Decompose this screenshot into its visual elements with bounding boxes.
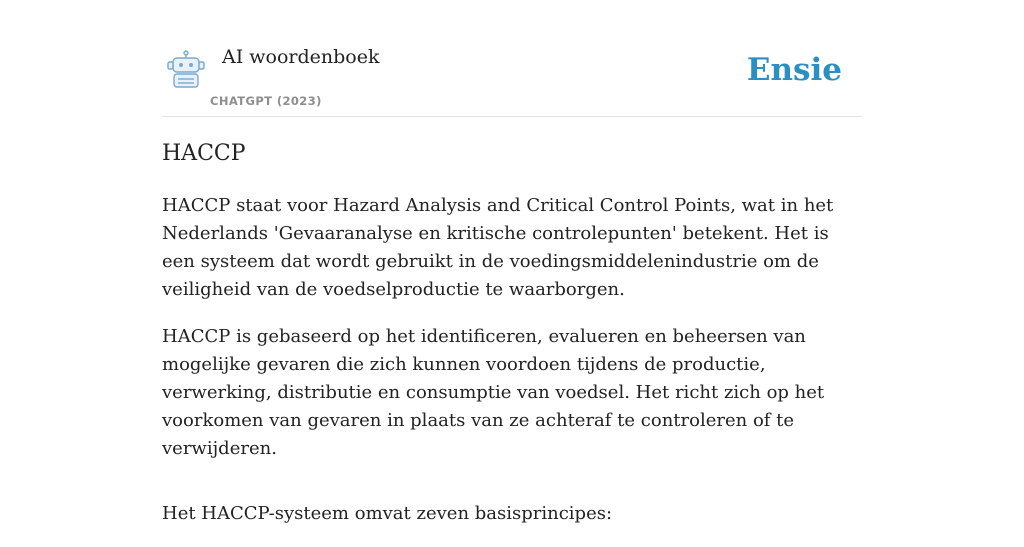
definition-paragraph: HACCP is gebaseerd op het identificeren, evalueren en beheersen van mogelijke gevaren die zich kunnen voordoen tijdens de productie, verwerking, distributie en consumptie van voedsel. Het richt zich op het voorkomen van gevaren in plaats van ze achteraf te controleren of te verwijderen. [162, 326, 825, 459]
source-title[interactable]: AI woordenboek [222, 46, 380, 68]
term-title: HACCP [162, 141, 246, 166]
definition-paragraph: HACCP staat voor Hazard Analysis and Critical Control Points, wat in het Nederlands 'Gevaaranalyse en kritische controlepunten' betekent. Het is een systeem dat wordt gebruikt in de voedingsmiddelenindustrie om de veiligheid van de voedselproductie te waarborgen. [162, 195, 834, 300]
brand-logo[interactable]: Ensie [746, 52, 842, 88]
definition-body [162, 192, 862, 547]
robot-icon [166, 50, 206, 90]
page [162, 0, 862, 524]
definition-paragraph: Het HACCP-systeem omvat zeven basisprincipes: [162, 503, 613, 524]
source-header [162, 0, 862, 117]
source-subtitle: CHATGPT (2023) [210, 94, 322, 108]
